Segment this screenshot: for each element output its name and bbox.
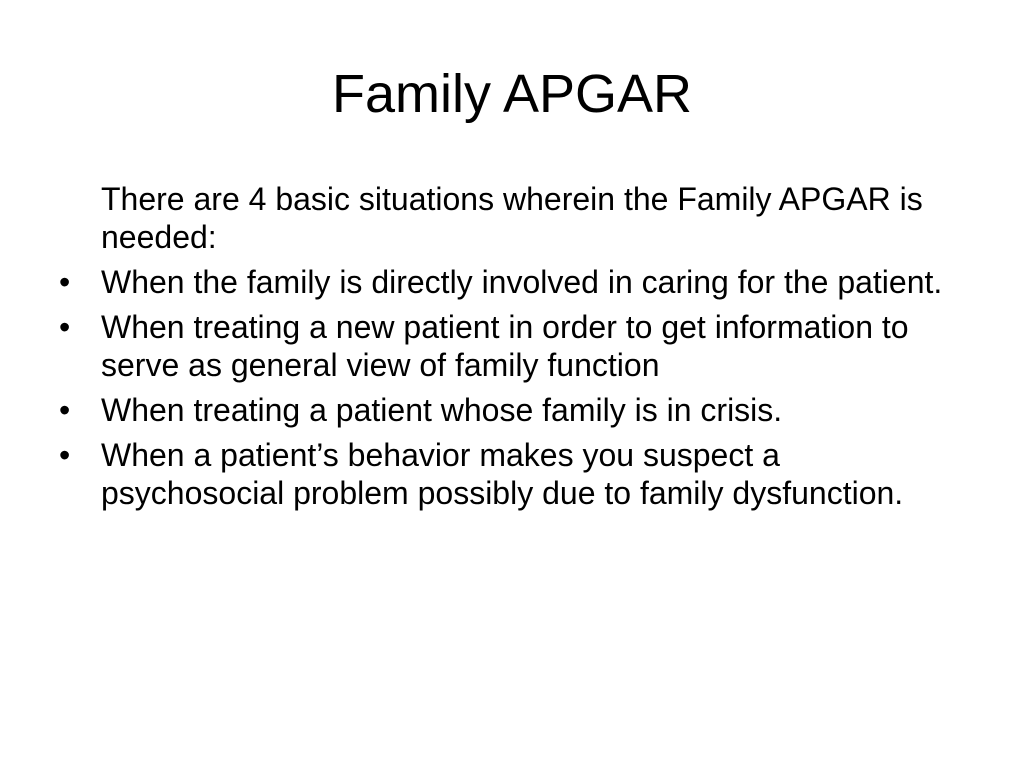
list-item — [56, 263, 966, 301]
bullet-text: When a patient’s behavior makes you suspect a psychosocial problem possibly due to family dysfunction. — [101, 437, 904, 511]
slide-body — [56, 180, 966, 519]
intro-text: There are 4 basic situations wherein the Family APGAR is needed: — [101, 181, 923, 255]
bullet-text: When treating a patient whose family is in crisis. — [101, 392, 783, 428]
bullet-list — [56, 263, 966, 512]
list-item — [56, 391, 966, 429]
list-item — [56, 436, 966, 512]
bullet-dot-icon: • — [59, 392, 71, 428]
bullet-dot-icon: • — [59, 437, 71, 473]
bullet-dot-icon: • — [59, 264, 71, 300]
bullet-text: When the family is directly involved in caring for the patient. — [101, 264, 943, 300]
list-item — [56, 308, 966, 384]
slide-title: Family APGAR — [331, 64, 693, 124]
bullet-dot-icon: • — [59, 309, 71, 345]
bullet-text: When treating a new patient in order to get information to serve as general view of family function — [101, 309, 909, 383]
